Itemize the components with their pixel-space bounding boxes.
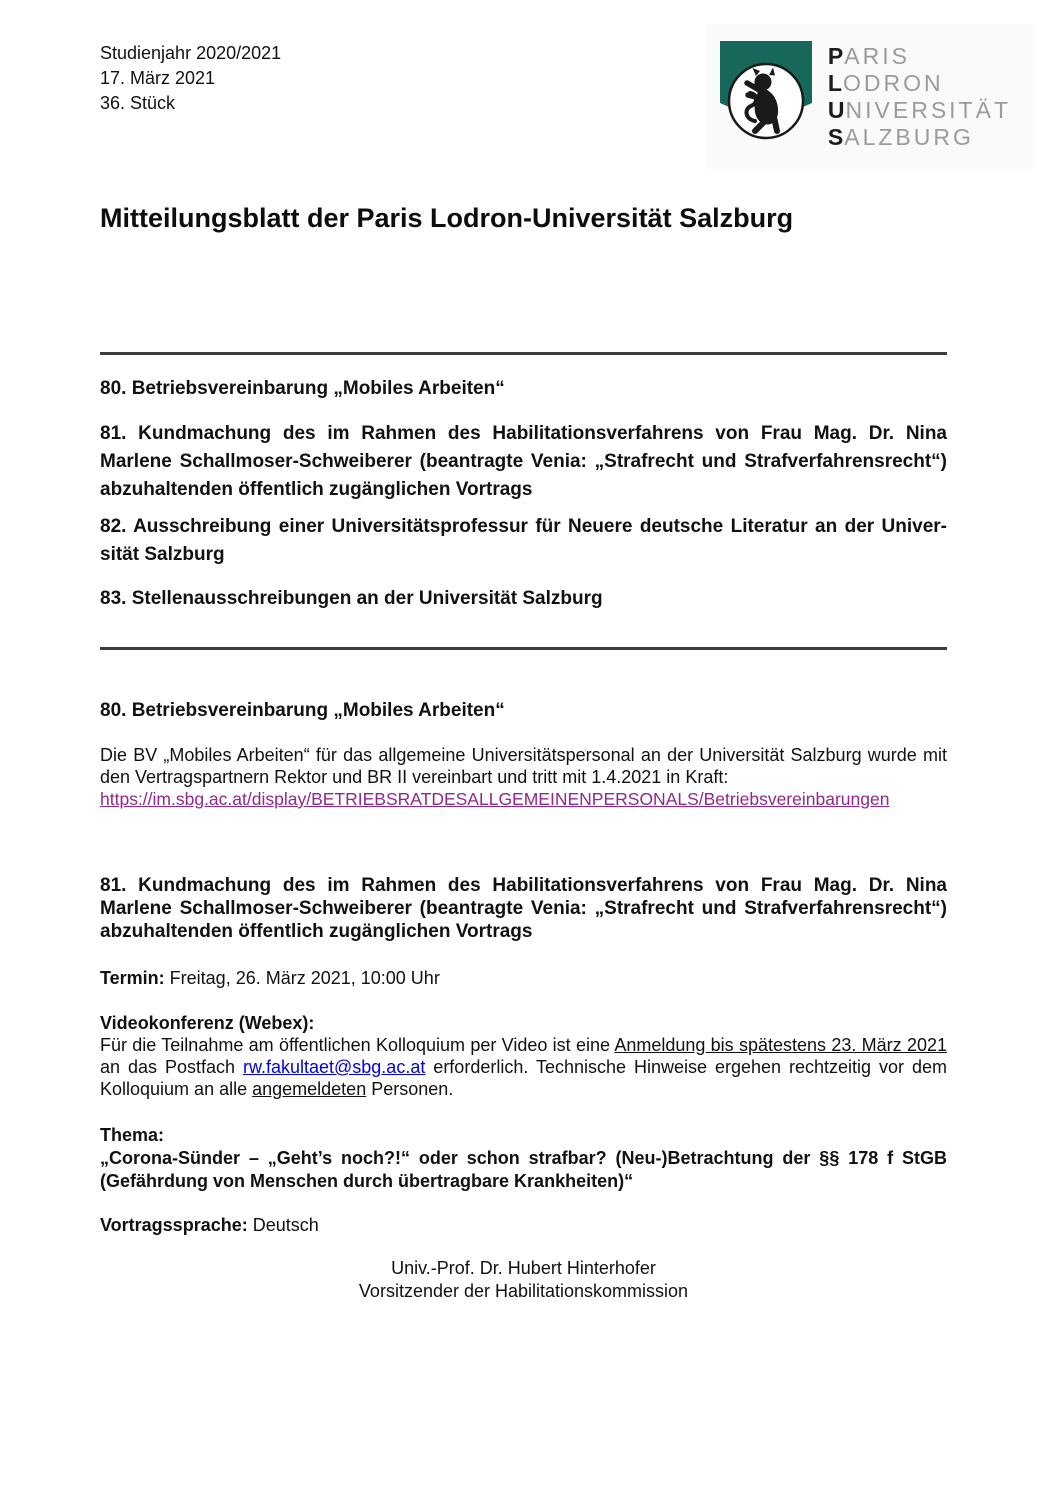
thema-block bbox=[100, 1124, 947, 1193]
section-80-body bbox=[100, 744, 947, 810]
section-81-heading: 81. Kundmachung des im Rahmen des Habilitationsverfahrens von Frau Mag. Dr. Nina Marlene Schallmoser-Schweiberer (beantragte Venia: „Strafrecht und Strafverfahrensrecht“) abzuhaltenden öffentlich zugänglichen Vortrags bbox=[100, 875, 947, 942]
registration-deadline-underline: Anmeldung bis spätestens 23. März 2021 bbox=[614, 1035, 948, 1055]
signature-block bbox=[100, 1257, 947, 1303]
videokonferenz-body bbox=[100, 1034, 947, 1100]
university-logo bbox=[706, 25, 1035, 169]
issue-date: 17. März 2021 bbox=[100, 68, 216, 88]
logo-wordmark-line: SALZBURG bbox=[827, 124, 974, 150]
angemeldeten-underline: angemeldeten bbox=[252, 1079, 367, 1099]
toc-item-80: 80. Betriebsvereinbarung „Mobiles Arbeiten“ bbox=[100, 378, 505, 399]
divider-toc-end bbox=[100, 647, 947, 650]
vortragssprache-value: Deutsch bbox=[247, 1215, 319, 1235]
logo-wordmark-line: PARIS bbox=[827, 43, 910, 69]
termin-value: Freitag, 26. März 2021, 10:00 Uhr bbox=[164, 968, 440, 988]
section-81 bbox=[100, 874, 947, 1303]
logo-wordmark-line: LODRON bbox=[827, 70, 944, 96]
page-header bbox=[100, 35, 1011, 150]
issue-studienjahr: Studienjahr 2020/2021 bbox=[100, 43, 282, 63]
video-text: Für die Teilnahme am öffentlichen Kolloquium per Video ist eine bbox=[100, 1035, 615, 1055]
vortragssprache-label: Vortragssprache: bbox=[100, 1215, 248, 1235]
table-of-contents bbox=[100, 375, 947, 613]
toc-item-83: 83. Stellenausschreibungen an der Universität Salzburg bbox=[100, 588, 603, 609]
section-80-text: Die BV „Mobiles Arbeiten“ für das allgemeine Universitätspersonal an der Universität Salzburg wurde mit den Vertragspartnern Rektor und BR II vereinbart und tritt mit 1.4.2021 in Kraft: bbox=[100, 745, 947, 787]
logo-wordmark-line: UNIVERSITÄT bbox=[827, 97, 1011, 123]
signature-role: Vorsitzender der Habilitationskommission bbox=[358, 1281, 689, 1301]
termin-label: Termin: bbox=[100, 968, 165, 988]
thema-text: „Corona-Sünder – „Geht’s noch?!“ oder schon strafbar? (Neu-)Betrachtung der §§ 178 f StGB (Gefährdung von Menschen durch übertragbare Krankheiten)“ bbox=[100, 1148, 947, 1191]
logo-wordmark bbox=[828, 41, 1011, 151]
issue-number: 36. Stück bbox=[100, 93, 176, 113]
signature-name: Univ.-Prof. Dr. Hubert Hinterhofer bbox=[391, 1258, 656, 1278]
termin-line bbox=[100, 967, 947, 989]
email-link[interactable]: rw.fakultaet@sbg.ac.at bbox=[242, 1057, 426, 1077]
video-text: erforderlich. Technische Hinweise ergehen rechtzeitig vor dem Kolloquium an alle bbox=[100, 1057, 947, 1099]
video-text: Personen. bbox=[366, 1079, 454, 1099]
thema-label: Thema: bbox=[100, 1125, 165, 1145]
section-80 bbox=[100, 699, 947, 810]
vortragssprache-line bbox=[100, 1214, 947, 1236]
university-crest-icon bbox=[718, 41, 814, 145]
divider-top bbox=[100, 352, 947, 355]
betriebsvereinbarungen-link[interactable]: https://im.sbg.ac.at/display/BETRIEBSRATDESALLGEMEINENPERSONALS/Betriebsvereinbarungen bbox=[100, 789, 890, 809]
toc-item-81: 81. Kundmachung des im Rahmen des Habilitationsverfahrens von Frau Mag. Dr. Nina Marlene Schallmoser-Schweiberer (beantragte Venia: „Strafrecht und Strafverfahrensrecht“) abzuhaltenden öffentlich zugänglichen Vortrags bbox=[100, 423, 947, 500]
page-title: Mitteilungsblatt der Paris Lodron-Universität Salzburg bbox=[100, 203, 794, 233]
section-80-heading: 80. Betriebsvereinbarung „Mobiles Arbeiten“ bbox=[100, 700, 505, 721]
video-text: an das Postfach bbox=[100, 1057, 243, 1077]
toc-item-82: 82. Ausschreibung einer Universitätsprofessur für Neuere deutsche Literatur an der Universität Salzburg bbox=[100, 516, 947, 565]
videokonferenz-block bbox=[100, 1012, 947, 1100]
videokonferenz-label: Videokonferenz (Webex): bbox=[100, 1013, 315, 1033]
